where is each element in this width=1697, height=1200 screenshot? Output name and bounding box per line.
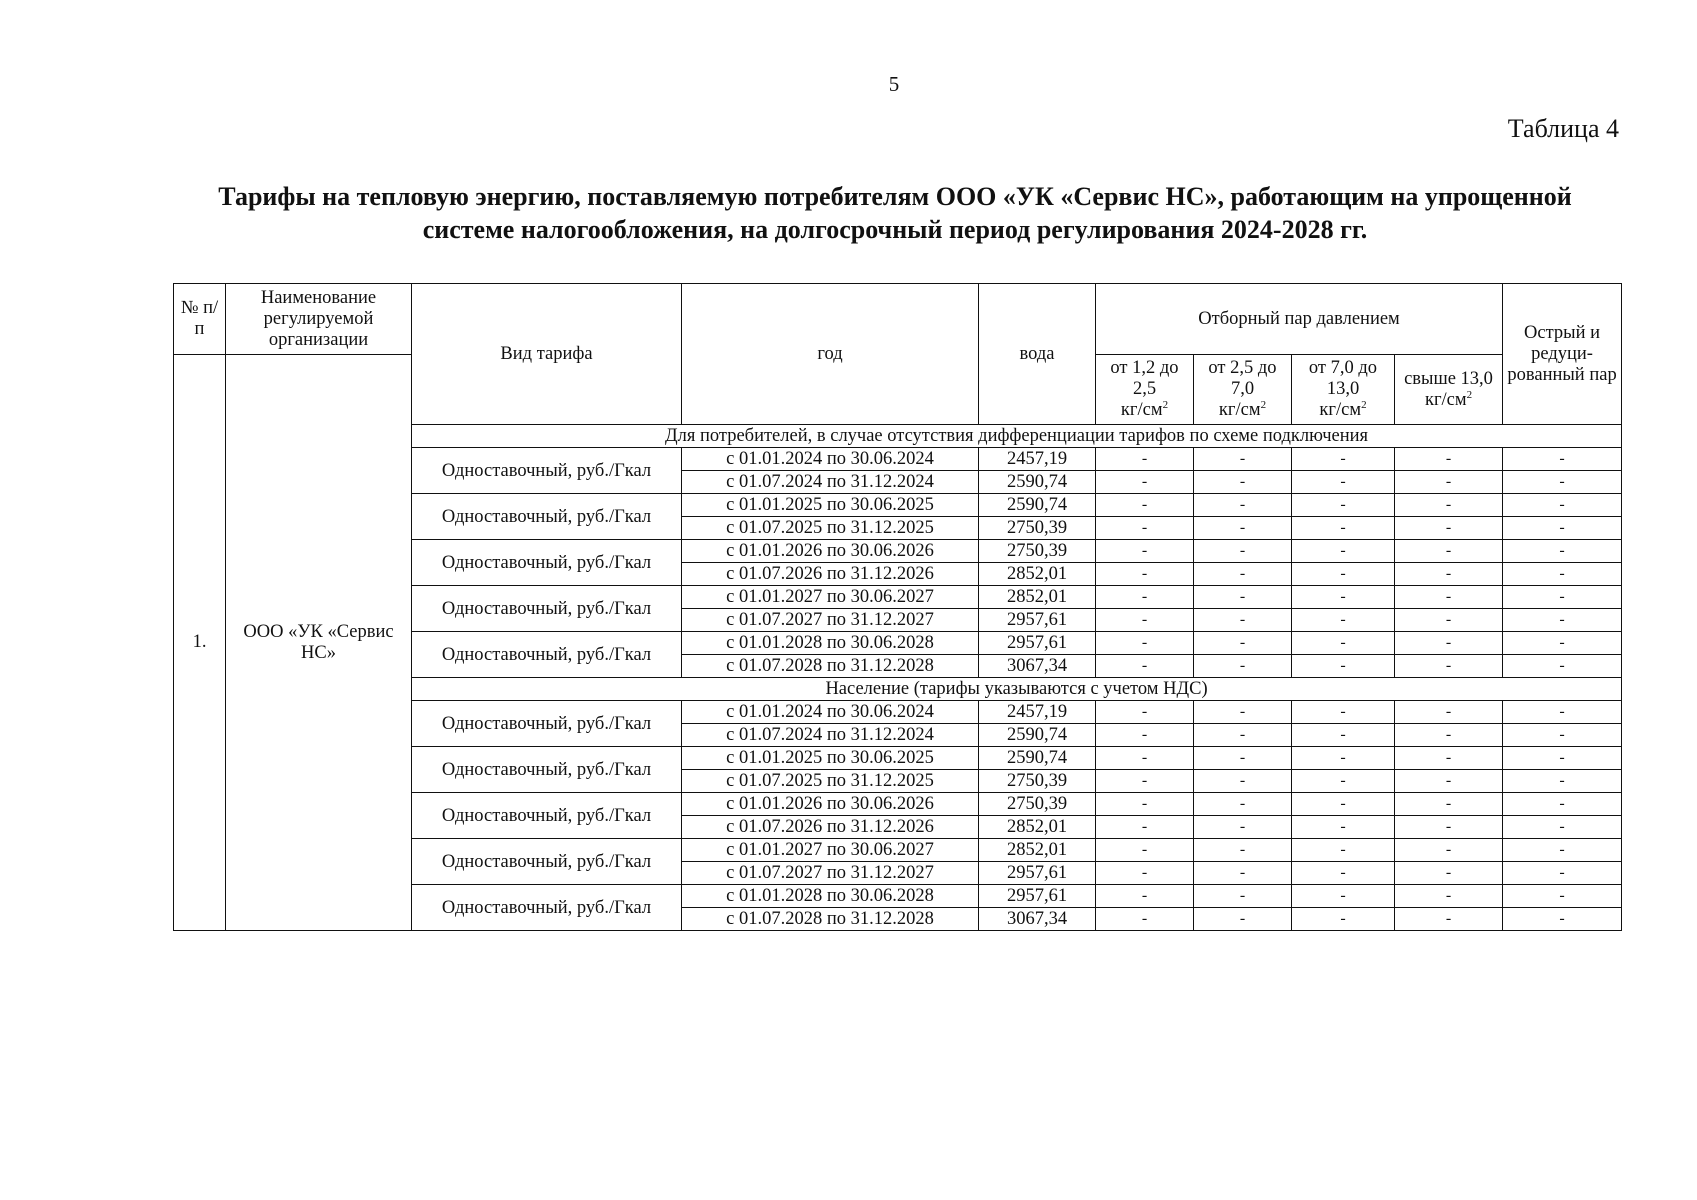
pressure-2-unit: кг/см — [1218, 400, 1261, 420]
empty-value-cell: - — [1395, 517, 1503, 540]
empty-value-cell: - — [1503, 517, 1622, 540]
empty-value-cell: - — [1503, 540, 1622, 563]
pressure-3-unit-exp: 2 — [1361, 398, 1367, 411]
empty-value-cell: - — [1395, 448, 1503, 471]
empty-value-cell: - — [1096, 563, 1194, 586]
empty-value-cell: - — [1194, 563, 1292, 586]
empty-value-cell: - — [1292, 747, 1395, 770]
empty-value-cell: - — [1096, 655, 1194, 678]
empty-value-cell: - — [1395, 816, 1503, 839]
water-tariff-cell: 2957,61 — [979, 885, 1096, 908]
period-cell: с 01.01.2026 по 30.06.2026 — [682, 540, 979, 563]
empty-value-cell: - — [1503, 724, 1622, 747]
water-tariff-cell: 2957,61 — [979, 632, 1096, 655]
pressure-1-unit: кг/см — [1120, 400, 1163, 420]
water-tariff-cell: 2957,61 — [979, 862, 1096, 885]
empty-value-cell: - — [1096, 494, 1194, 517]
empty-value-cell: - — [1194, 816, 1292, 839]
empty-value-cell: - — [1292, 517, 1395, 540]
empty-value-cell: - — [1194, 655, 1292, 678]
empty-value-cell: - — [1292, 839, 1395, 862]
tariff-type-cell: Одноставочный, руб./Гкал — [412, 494, 682, 540]
period-cell: с 01.01.2025 по 30.06.2025 — [682, 494, 979, 517]
water-tariff-cell: 2457,19 — [979, 701, 1096, 724]
water-tariff-cell: 2852,01 — [979, 816, 1096, 839]
header-pressure-3 — [1292, 355, 1395, 425]
tariff-type-cell: Одноставочный, руб./Гкал — [412, 747, 682, 793]
empty-value-cell: - — [1395, 655, 1503, 678]
empty-value-cell: - — [1194, 471, 1292, 494]
empty-value-cell: - — [1395, 586, 1503, 609]
tariff-type-cell: Одноставочный, руб./Гкал — [412, 885, 682, 931]
period-cell: с 01.07.2026 по 31.12.2026 — [682, 563, 979, 586]
empty-value-cell: - — [1292, 724, 1395, 747]
empty-value-cell: - — [1096, 816, 1194, 839]
row-number-cell: 1. — [174, 355, 226, 931]
empty-value-cell: - — [1194, 494, 1292, 517]
empty-value-cell: - — [1292, 448, 1395, 471]
empty-value-cell: - — [1096, 862, 1194, 885]
header-org: Наименование регулируемой организации — [226, 284, 412, 355]
empty-value-cell: - — [1096, 885, 1194, 908]
period-cell: с 01.07.2024 по 31.12.2024 — [682, 471, 979, 494]
empty-value-cell: - — [1096, 908, 1194, 931]
empty-value-cell: - — [1292, 885, 1395, 908]
empty-value-cell: - — [1503, 770, 1622, 793]
tariff-type-cell: Одноставочный, руб./Гкал — [412, 793, 682, 839]
water-tariff-cell: 2750,39 — [979, 770, 1096, 793]
empty-value-cell: - — [1503, 862, 1622, 885]
pressure-4-unit-exp: 2 — [1466, 388, 1473, 401]
empty-value-cell: - — [1194, 632, 1292, 655]
water-tariff-cell: 2750,39 — [979, 540, 1096, 563]
empty-value-cell: - — [1503, 563, 1622, 586]
empty-value-cell: - — [1503, 655, 1622, 678]
empty-value-cell: - — [1194, 793, 1292, 816]
water-tariff-cell: 2957,61 — [979, 609, 1096, 632]
empty-value-cell: - — [1395, 770, 1503, 793]
empty-value-cell: - — [1503, 793, 1622, 816]
header-num: № п/п — [174, 284, 226, 355]
water-tariff-cell: 2750,39 — [979, 517, 1096, 540]
empty-value-cell: - — [1395, 632, 1503, 655]
empty-value-cell: - — [1194, 701, 1292, 724]
header-water: вода — [979, 284, 1096, 425]
empty-value-cell: - — [1292, 471, 1395, 494]
empty-value-cell: - — [1292, 793, 1395, 816]
tariff-type-cell: Одноставочный, руб./Гкал — [412, 448, 682, 494]
water-tariff-cell: 2852,01 — [979, 586, 1096, 609]
document-title: Тарифы на тепловую энергию, поставляемую потребителям ООО «УК «Сервис НС», работающим на упрощенной системе налогообложения, на долгосрочный период регулирования 2024-2028 гг. — [218, 182, 1572, 244]
empty-value-cell: - — [1292, 563, 1395, 586]
water-tariff-cell: 3067,34 — [979, 655, 1096, 678]
pressure-4-range: свыше 13,0 — [1404, 368, 1493, 389]
empty-value-cell: - — [1395, 701, 1503, 724]
empty-value-cell: - — [1096, 540, 1194, 563]
period-cell: с 01.01.2026 по 30.06.2026 — [682, 793, 979, 816]
empty-value-cell: - — [1503, 609, 1622, 632]
empty-value-cell: - — [1096, 839, 1194, 862]
empty-value-cell: - — [1194, 517, 1292, 540]
empty-value-cell: - — [1395, 494, 1503, 517]
period-cell: с 01.07.2028 по 31.12.2028 — [682, 655, 979, 678]
pressure-1-range: от 1,2 до 2,5 — [1110, 358, 1179, 399]
empty-value-cell: - — [1096, 471, 1194, 494]
header-sharp-steam: Острый и редуци-рованный пар — [1503, 284, 1622, 425]
pressure-2-range: от 2,5 до 7,0 — [1208, 358, 1277, 399]
empty-value-cell: - — [1096, 747, 1194, 770]
empty-value-cell: - — [1292, 632, 1395, 655]
period-cell: с 01.07.2025 по 31.12.2025 — [682, 517, 979, 540]
empty-value-cell: - — [1194, 885, 1292, 908]
empty-value-cell: - — [1292, 655, 1395, 678]
period-cell: с 01.01.2024 по 30.06.2024 — [682, 701, 979, 724]
tariff-type-cell: Одноставочный, руб./Гкал — [412, 701, 682, 747]
empty-value-cell: - — [1194, 839, 1292, 862]
empty-value-cell: - — [1194, 609, 1292, 632]
empty-value-cell: - — [1194, 448, 1292, 471]
period-cell: с 01.01.2027 по 30.06.2027 — [682, 586, 979, 609]
empty-value-cell: - — [1503, 494, 1622, 517]
empty-value-cell: - — [1194, 770, 1292, 793]
empty-value-cell: - — [1503, 586, 1622, 609]
water-tariff-cell: 2590,74 — [979, 494, 1096, 517]
empty-value-cell: - — [1395, 839, 1503, 862]
empty-value-cell: - — [1194, 724, 1292, 747]
header-pressure-4 — [1395, 355, 1503, 425]
tariff-type-cell: Одноставочный, руб./Гкал — [412, 586, 682, 632]
empty-value-cell: - — [1292, 908, 1395, 931]
period-cell: с 01.07.2027 по 31.12.2027 — [682, 862, 979, 885]
empty-value-cell: - — [1194, 908, 1292, 931]
empty-value-cell: - — [1194, 586, 1292, 609]
period-cell: с 01.07.2025 по 31.12.2025 — [682, 770, 979, 793]
period-cell: с 01.01.2025 по 30.06.2025 — [682, 747, 979, 770]
empty-value-cell: - — [1503, 839, 1622, 862]
period-cell: с 01.01.2024 по 30.06.2024 — [682, 448, 979, 471]
empty-value-cell: - — [1503, 632, 1622, 655]
pressure-3-range: от 7,0 до 13,0 — [1308, 358, 1378, 399]
tariff-type-cell: Одноставочный, руб./Гкал — [412, 540, 682, 586]
period-cell: с 01.01.2028 по 30.06.2028 — [682, 632, 979, 655]
empty-value-cell: - — [1292, 540, 1395, 563]
empty-value-cell: - — [1292, 770, 1395, 793]
empty-value-cell: - — [1096, 724, 1194, 747]
empty-value-cell: - — [1292, 586, 1395, 609]
header-tariff-type: Вид тарифа — [412, 284, 682, 425]
empty-value-cell: - — [1395, 747, 1503, 770]
header-pressure-1 — [1096, 355, 1194, 425]
period-cell: с 01.07.2026 по 31.12.2026 — [682, 816, 979, 839]
header-pressure-2 — [1194, 355, 1292, 425]
empty-value-cell: - — [1395, 563, 1503, 586]
section-label: Население (тарифы указываются с учетом НДС) — [412, 678, 1622, 701]
period-cell: с 01.07.2027 по 31.12.2027 — [682, 609, 979, 632]
header-year: год — [682, 284, 979, 425]
empty-value-cell: - — [1503, 701, 1622, 724]
water-tariff-cell: 2590,74 — [979, 471, 1096, 494]
water-tariff-cell: 2590,74 — [979, 724, 1096, 747]
table-label: Таблица 4 — [1507, 114, 1619, 143]
pressure-4-unit: кг/см — [1424, 389, 1467, 410]
empty-value-cell: - — [1292, 862, 1395, 885]
empty-value-cell: - — [1096, 517, 1194, 540]
water-tariff-cell: 2590,74 — [979, 747, 1096, 770]
empty-value-cell: - — [1292, 816, 1395, 839]
empty-value-cell: - — [1096, 609, 1194, 632]
empty-value-cell: - — [1096, 701, 1194, 724]
empty-value-cell: - — [1096, 632, 1194, 655]
empty-value-cell: - — [1395, 862, 1503, 885]
empty-value-cell: - — [1395, 724, 1503, 747]
page-number: 5 — [888, 72, 900, 96]
empty-value-cell: - — [1096, 448, 1194, 471]
empty-value-cell: - — [1395, 885, 1503, 908]
empty-value-cell: - — [1503, 448, 1622, 471]
empty-value-cell: - — [1395, 908, 1503, 931]
pressure-1-unit-exp: 2 — [1162, 398, 1169, 411]
header-steam-group: Отборный пар давлением — [1096, 284, 1503, 355]
water-tariff-cell: 3067,34 — [979, 908, 1096, 931]
water-tariff-cell: 2852,01 — [979, 839, 1096, 862]
empty-value-cell: - — [1503, 816, 1622, 839]
pressure-2-unit-exp: 2 — [1260, 398, 1267, 411]
empty-value-cell: - — [1194, 540, 1292, 563]
empty-value-cell: - — [1503, 908, 1622, 931]
water-tariff-cell: 2852,01 — [979, 563, 1096, 586]
period-cell: с 01.07.2024 по 31.12.2024 — [682, 724, 979, 747]
empty-value-cell: - — [1503, 885, 1622, 908]
empty-value-cell: - — [1292, 609, 1395, 632]
section-label: Для потребителей, в случае отсутствия дифференциации тарифов по схеме подключения — [412, 425, 1622, 448]
water-tariff-cell: 2750,39 — [979, 793, 1096, 816]
tariff-table — [173, 283, 1622, 931]
tariff-type-cell: Одноставочный, руб./Гкал — [412, 632, 682, 678]
pressure-3-unit: кг/см — [1319, 400, 1362, 420]
empty-value-cell: - — [1096, 586, 1194, 609]
empty-value-cell: - — [1395, 793, 1503, 816]
empty-value-cell: - — [1194, 747, 1292, 770]
period-cell: с 01.01.2028 по 30.06.2028 — [682, 885, 979, 908]
empty-value-cell: - — [1503, 747, 1622, 770]
empty-value-cell: - — [1395, 609, 1503, 632]
period-cell: с 01.07.2028 по 31.12.2028 — [682, 908, 979, 931]
empty-value-cell: - — [1503, 471, 1622, 494]
empty-value-cell: - — [1292, 494, 1395, 517]
empty-value-cell: - — [1395, 540, 1503, 563]
water-tariff-cell: 2457,19 — [979, 448, 1096, 471]
empty-value-cell: - — [1395, 471, 1503, 494]
empty-value-cell: - — [1292, 701, 1395, 724]
empty-value-cell: - — [1096, 770, 1194, 793]
tariff-type-cell: Одноставочный, руб./Гкал — [412, 839, 682, 885]
empty-value-cell: - — [1194, 862, 1292, 885]
organization-cell: ООО «УК «Сервис НС» — [226, 355, 412, 931]
empty-value-cell: - — [1096, 793, 1194, 816]
period-cell: с 01.01.2027 по 30.06.2027 — [682, 839, 979, 862]
